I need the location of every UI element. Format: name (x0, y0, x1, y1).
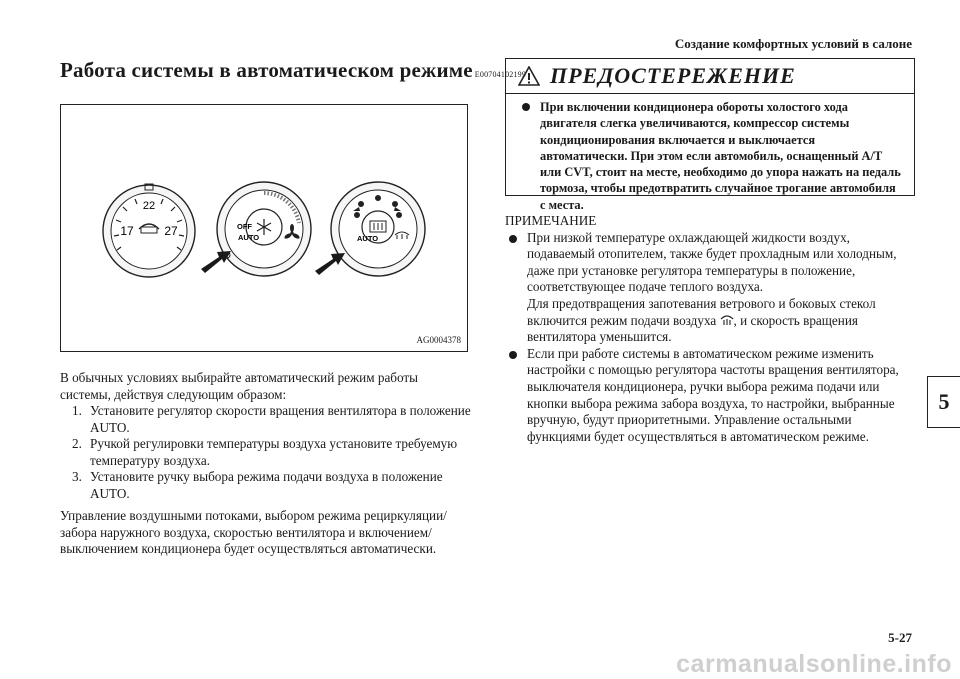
page-number: 5-27 (888, 630, 912, 645)
fan-speed-knob (217, 182, 311, 276)
step-number: 2. (72, 436, 82, 452)
fan-auto-label: AUTO (238, 233, 260, 242)
note-section (505, 213, 915, 445)
title-code: E00704102199 (474, 70, 527, 79)
arrow-to-mode-knob (315, 253, 345, 275)
step-text: Установите ручку выбора режима подачи воздуха в положение AUTO. (90, 469, 443, 501)
warning-item (518, 99, 904, 213)
step-item (60, 403, 472, 436)
temp-high-label: 27 (164, 224, 178, 238)
page-title (60, 58, 526, 83)
step-number: 1. (72, 403, 82, 418)
outro-paragraph: Управление воздушными потоками, выбором режима рециркуляции/забора наружного воздуха, скоростью вентилятора и включением/выключением кондиционера будет осуществляться автоматически. (60, 508, 447, 557)
running-header: Создание комфортных условий в салоне (674, 36, 912, 51)
step-text: Ручкой регулировки температуры воздуха установите требуемую температуру воздуха. (90, 436, 458, 468)
temp-top-label: 22 (142, 200, 156, 212)
warning-body (506, 94, 914, 213)
mode-auto-label: AUTO (357, 234, 379, 243)
note-item (505, 230, 915, 346)
note-item1-part-a: При низкой температуре охлаждающей жидкости воздух, подаваемый отопителем, также будет прохладным или холодным, даже при установке регулятора температуры в положение, соответствующее подаче теплого воздуха. (527, 229, 897, 295)
bullet-icon (522, 103, 530, 111)
note-item1-part-b: Для предотвращения запотевания ветрового и боковых стекол включится режим подачи воздуха (527, 295, 876, 328)
defrost-mode-icon (720, 314, 734, 326)
note-item1-part-c: , и скорость вращения вентилятора уменьшится. (527, 312, 858, 345)
step-item (60, 469, 472, 502)
figure-label: AG0004378 (416, 335, 461, 345)
bullet-icon (509, 235, 517, 243)
warning-box (505, 58, 915, 212)
section-tab: 5 (927, 376, 960, 428)
warning-triangle-icon (518, 66, 540, 86)
note-item2-text: Если при работе системы в автоматическом режиме изменить настройки с помощью регулятора частоты вращения вентилятора, выключателя кондиционера, ручки выбора режима подачи или кнопки выбора режима забора воздуха, то настройки, выбранные вручную, будут приоритетными. Управление остальными функциями будет осуществляться в автоматическом режиме. (527, 345, 899, 444)
climate-knobs-illustration (61, 105, 467, 351)
note-heading: ПРИМЕЧАНИЕ (505, 213, 597, 228)
fan-off-label: OFF (237, 222, 252, 231)
warning-title: ПРЕДОСТЕРЕЖЕНИЕ (550, 63, 796, 88)
arrow-to-fan-knob (201, 251, 231, 273)
note-item (505, 346, 915, 446)
warning-item-text: При включении кондиционера обороты холостого хода двигателя слегка увеличиваются, компрессор системы кондиционирования включается и выключается автоматически. При этом если автомобиль, оснащенный A/T или CVT, стоит на месте, необходимо до упора нажать на педаль тормоза, чтобы предотвратить случайное трогание автомобиля с места. (540, 100, 901, 212)
air-mode-knob (331, 182, 425, 276)
steps-list (60, 403, 472, 503)
step-text: Установите регулятор скорости вращения вентилятора в положение AUTO. (90, 403, 471, 435)
page-title-text: Работа системы в автоматическом режиме (60, 58, 473, 82)
note-item-text (527, 230, 915, 346)
intro-paragraph: В обычных условиях выбирайте автоматический режим работы системы, действуя следующим образом: (60, 370, 419, 402)
step-number: 3. (72, 469, 82, 485)
watermark: carmanualsonline.info (676, 650, 952, 678)
step-item (60, 436, 472, 469)
bullet-icon (509, 351, 517, 359)
temp-low-label: 17 (120, 224, 134, 238)
control-panel-figure (60, 104, 468, 352)
warning-header (506, 59, 914, 94)
temperature-knob (103, 184, 195, 277)
